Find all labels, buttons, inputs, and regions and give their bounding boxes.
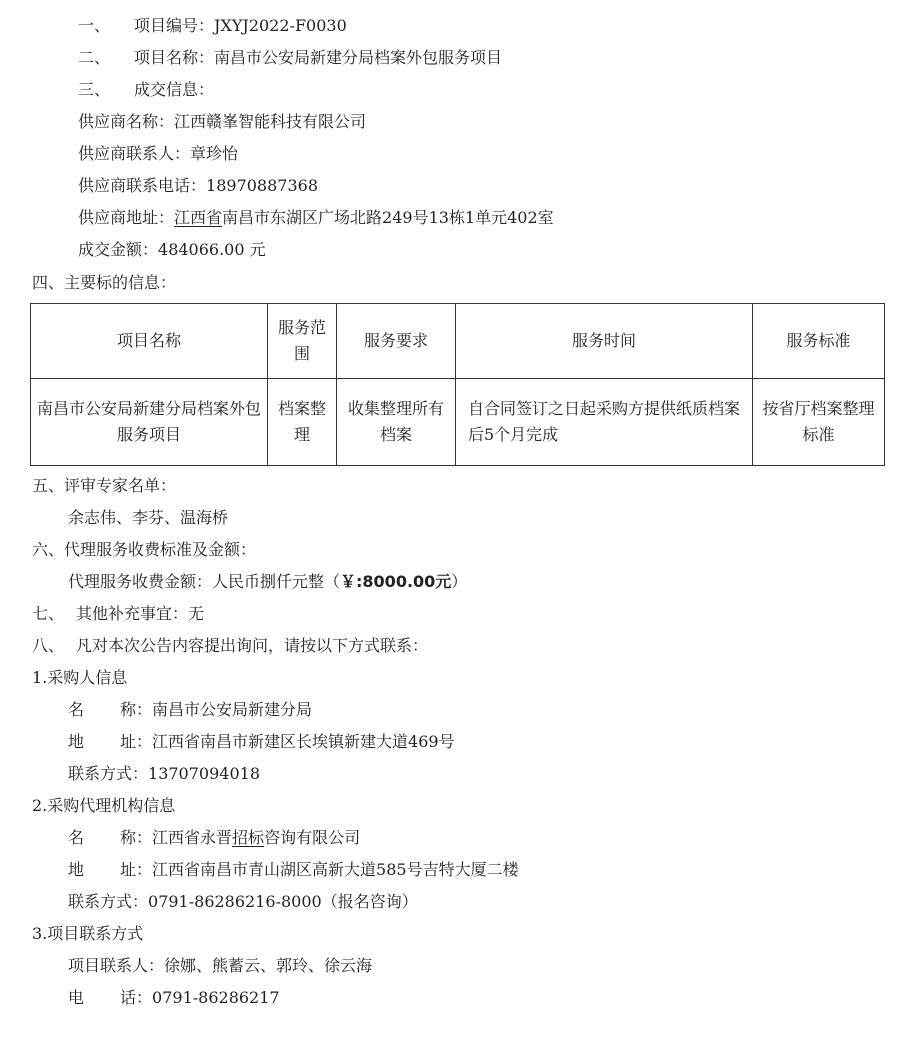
project-number-label: 项目编号： — [134, 16, 215, 35]
project-contact-phone-label: 电 — [68, 988, 85, 1007]
project-contact-phone-label-suffix: 话： — [120, 988, 153, 1007]
supplier-address-province: 江西省 — [174, 208, 223, 227]
supplier-phone-value: 18970887368 — [206, 176, 318, 195]
project-contact-phone-line — [68, 987, 280, 1009]
deal-amount-line — [78, 239, 266, 261]
deal-info-label: 成交信息： — [134, 80, 215, 99]
purchaser-contact-value: 13707094018 — [148, 764, 260, 783]
agency-name-label-suffix: 称： — [120, 828, 153, 847]
project-contact-people-label: 项目联系人： — [68, 956, 165, 975]
supplier-contact-line — [78, 143, 238, 165]
expert-list-value: 余志伟、李芬、温海桥 — [68, 508, 229, 527]
purchaser-contact-label: 联系方式： — [68, 764, 149, 783]
agency-name-label: 名 — [68, 828, 85, 847]
agency-name-underlined: 招标 — [232, 828, 265, 847]
purchaser-contact-line — [68, 763, 260, 785]
project-contact-heading: 3.项目联系方式 — [32, 924, 144, 943]
agency-address-label: 地 — [68, 860, 85, 879]
agency-fee-heading: 六、代理服务收费标准及金额： — [32, 540, 257, 559]
section-number: 八、 — [32, 636, 65, 655]
supplier-name-label: 供应商名称： — [78, 112, 175, 131]
purchaser-address-label-suffix: 址： — [120, 732, 153, 751]
section-number: 二、 — [78, 48, 111, 67]
agency-contact-line — [68, 891, 418, 913]
project-name-line — [78, 47, 502, 69]
supplier-name-line — [78, 111, 366, 133]
purchaser-name-line — [68, 699, 312, 721]
section-number: 三、 — [78, 80, 111, 99]
agency-fee-line — [68, 571, 467, 593]
project-number-value: JXYJ2022-F0030 — [214, 16, 347, 35]
purchaser-heading: 1.采购人信息 — [32, 668, 128, 687]
agency-fee-close: ） — [451, 572, 468, 591]
main-subject-table — [30, 303, 885, 466]
other-matters-text: 其他补充事宜：无 — [76, 604, 205, 623]
project-name-value: 南昌市公安局新建分局档案外包服务项目 — [214, 48, 503, 67]
purchaser-address-line — [68, 731, 455, 753]
table-cell: 自合同签订之日起采购方提供纸质档案后5个月完成 — [456, 379, 753, 466]
table-cell: 南昌市公安局新建分局档案外包服务项目 — [31, 379, 268, 466]
section-number: 七、 — [32, 604, 65, 623]
supplier-contact-label: 供应商联系人： — [78, 144, 191, 163]
supplier-phone-line — [78, 175, 318, 197]
inquiry-contact-line — [32, 635, 428, 657]
expert-list-heading: 五、评审专家名单： — [32, 476, 177, 495]
agency-contact-label: 联系方式： — [68, 892, 149, 911]
purchaser-name-value: 南昌市公安局新建分局 — [152, 700, 313, 719]
supplier-contact-value: 章珍怡 — [190, 144, 239, 163]
agency-contact-value: 0791-86286216-8000（报名咨询） — [148, 892, 418, 911]
table-header-cell: 服务要求 — [337, 304, 456, 379]
agency-fee-label: 代理服务收费金额：人民币捌仟元整（ — [68, 572, 341, 591]
supplier-address-label: 供应商地址： — [78, 208, 175, 227]
project-number-line — [78, 15, 347, 37]
deal-info-heading — [78, 79, 214, 101]
purchaser-address-value: 江西省南昌市新建区长埃镇新建大道469号 — [152, 732, 455, 751]
table-header-cell: 服务标准 — [753, 304, 885, 379]
table-cell: 按省厅档案整理标准 — [753, 379, 885, 466]
agency-fee-amount: ￥:8000.00元 — [340, 572, 452, 591]
table-header-cell: 服务范围 — [268, 304, 337, 379]
purchaser-name-label: 名 — [68, 700, 85, 719]
agency-name-value-rest: 咨询有限公司 — [264, 828, 361, 847]
purchaser-address-label: 地 — [68, 732, 85, 751]
agency-address-value: 江西省南昌市青山湖区高新大道585号吉特大厦二楼 — [152, 860, 519, 879]
section-number: 一、 — [78, 16, 111, 35]
agency-heading: 2.采购代理机构信息 — [32, 796, 176, 815]
agency-address-line — [68, 859, 519, 881]
table-row — [31, 379, 885, 466]
agency-name-line — [68, 827, 360, 849]
agency-address-label-suffix: 址： — [120, 860, 153, 879]
other-matters-line — [32, 603, 204, 625]
deal-amount-label: 成交金额： — [78, 240, 159, 259]
agency-name-value: 江西省永晋 — [152, 828, 233, 847]
supplier-name-value: 江西赣峯智能科技有限公司 — [174, 112, 367, 131]
project-contact-phone-value: 0791-86286217 — [152, 988, 280, 1007]
supplier-phone-label: 供应商联系电话： — [78, 176, 207, 195]
main-subject-heading: 四、主要标的信息： — [32, 273, 177, 292]
project-name-label: 项目名称： — [134, 48, 215, 67]
table-header-cell: 服务时间 — [456, 304, 753, 379]
table-header-row — [31, 304, 885, 379]
table-header-cell: 项目名称 — [31, 304, 268, 379]
table-cell: 档案整理 — [268, 379, 337, 466]
deal-amount-value: 484066.00 元 — [158, 240, 266, 259]
project-contact-people-line — [68, 955, 372, 977]
project-contact-people-value: 徐娜、熊蓄云、郭玲、徐云海 — [164, 956, 373, 975]
supplier-address-line — [78, 207, 554, 229]
supplier-address-value: 南昌市东湖区广场北路249号13栋1单元402室 — [222, 208, 554, 227]
table-cell: 收集整理所有档案 — [337, 379, 456, 466]
inquiry-contact-text: 凡对本次公告内容提出询问，请按以下方式联系： — [76, 636, 429, 655]
purchaser-name-label-suffix: 称： — [120, 700, 153, 719]
